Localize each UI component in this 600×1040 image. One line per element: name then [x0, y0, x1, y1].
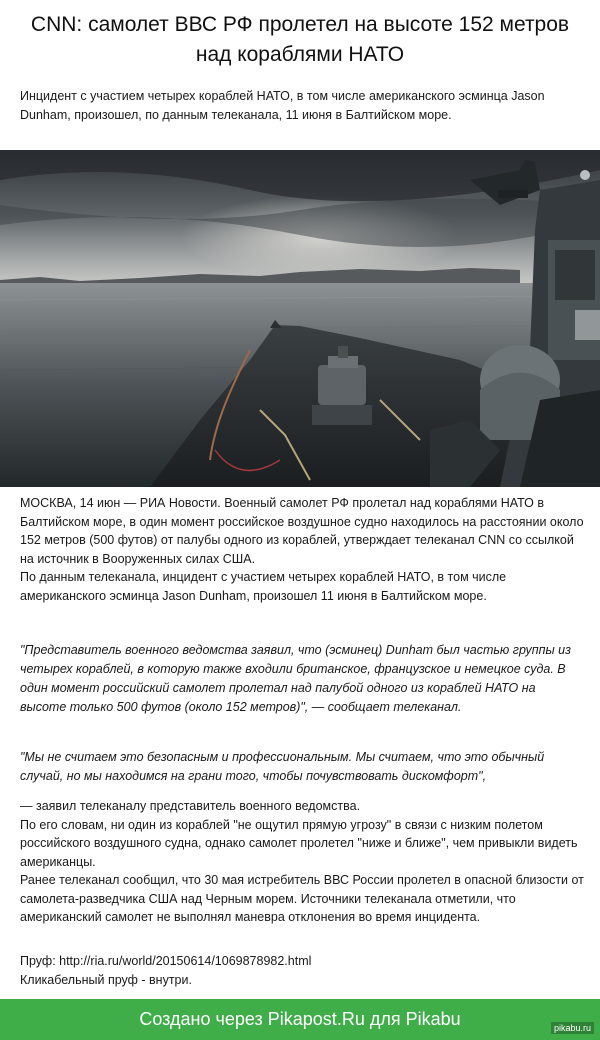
body-paragraph: Ранее телеканал сообщил, что 30 мая истребитель ВВС России пролетел в опасной близости от самолета-разведчика США над Черным морем. Источники телеканала отметили, что американский самолет не выполнял маневра отклонения во время инцидента. [20, 873, 584, 924]
proof-link[interactable]: Пруф: http://ria.ru/world/20150614/1069878982.html [20, 954, 312, 968]
body-paragraph: — заявил телеканалу представитель военного ведомства. [20, 799, 361, 813]
quote-block: "Мы не считаем это безопасным и профессиональным. Мы считаем, что это обычный случай, но мы находимся на грани того, чтобы почувствовать дискомфорт", [20, 750, 545, 783]
article-continuation [20, 797, 590, 927]
proof-section [20, 952, 580, 990]
article-body [20, 494, 590, 605]
footer-text[interactable]: Создано через Pikapost.Ru для Pikabu [139, 1009, 461, 1029]
article-lead: Инцидент с участием четырех кораблей НАТО, в том числе американского эсминца Jason Dunham, произошел, по данным телеканала, 11 июня в Балтийском море. [20, 89, 545, 122]
proof-note: Кликабельный пруф - внутри. [20, 973, 192, 987]
warship-deck-photo [0, 150, 600, 487]
body-paragraph: МОСКВА, 14 июн — РИА Новости. Военный самолет РФ пролетал над кораблями НАТО в Балтийском море, в один момент российское воздушное судно находилось на расстоянии около 152 метров (500 футов) от палубы одного из кораблей, утверждает телеканал CNN со ссылкой на источник в Вооруженных силах США. [20, 496, 584, 566]
body-paragraph: По данным телеканала, инцидент с участием четырех кораблей НАТО, в том числе американского эсминца Jason Dunham, произошел 11 июня в Балтийском море. [20, 570, 507, 603]
article-title: CNN: самолет ВВС РФ пролетел на высоте 152 метров над кораблями НАТО [30, 13, 570, 66]
body-paragraph: По его словам, ни один из кораблей "не ощутил прямую угрозу" в связи с низким полетом российского воздушного судна, однако самолет пролетел "ниже и ближе", чем привыкли видеть американцы. [20, 817, 578, 869]
quote-block: "Представитель военного ведомства заявил, что (эсминец) Dunham был частью группы из четырех кораблей, в которую также входили британское, французское и немецкое суда. В один момент российский самолет пролетал над палубой одного из кораблей НАТО на высоте только 500 футов (около 152 метров)", — сообщает телеканал. [20, 643, 571, 714]
footer-banner[interactable] [0, 999, 600, 1040]
pikabu-watermark: pikabu.ru [551, 1022, 594, 1034]
